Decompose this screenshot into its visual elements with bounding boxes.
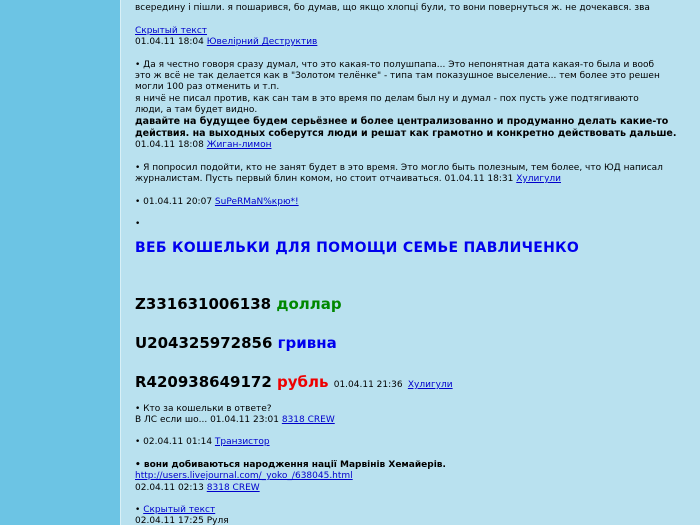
- post-text: • Я попросил подойти, кто не занят будет в это время. Это могло быть полезным, тем более, что ЮД написал: [135, 163, 663, 173]
- post-timestamp: • 01.04.11 20:07: [135, 197, 213, 207]
- post-timestamp: 01.04.11 18:08: [135, 140, 204, 150]
- author-link[interactable]: Ювелірний Деструктив: [206, 37, 318, 47]
- post-text: • Кто за кошельки в ответе?: [135, 404, 272, 414]
- wallet-currency: доллар: [276, 295, 342, 313]
- post-bold-text: • вони добиваються народження нації Марвінів Хемайерів.: [135, 460, 446, 470]
- author-link[interactable]: Жиган-лимон: [206, 140, 272, 150]
- author-link[interactable]: SuPeRMaN%крю*!: [214, 197, 299, 207]
- post-timestamp: 02.04.11 17:25 Руля: [135, 516, 229, 525]
- bullet-marker: •: [135, 219, 141, 229]
- post-text: это ж всё не так делается как в "Золотом телёнке" - типа там показушное выселение... тем более это решен: [135, 71, 660, 81]
- post-text: всередину і пішли. я пошарився, бо думав, що якщо хлопці були, то вони повернуться ж. не дочекався. зва: [135, 3, 650, 13]
- post-timestamp: 01.04.11 18:04: [135, 37, 204, 47]
- wallet-number: R420938649172: [135, 373, 272, 391]
- author-link[interactable]: Хулигули: [407, 380, 453, 390]
- post-text: я ничё не писал против, как сан там в это время по делам был ну и думал - пох пусть уже подтягиваюто: [135, 94, 639, 104]
- post-text: • Да я честно говоря сразу думал, что это какая-то полушпапа... Это непонятная дата какая-то была и вооб: [135, 60, 655, 70]
- author-link[interactable]: 8318 CREW: [206, 483, 260, 493]
- post-text: люди, а там будет видно.: [135, 105, 258, 115]
- post-timestamp: 02.04.11 02:13: [135, 483, 204, 493]
- author-link[interactable]: 8318 CREW: [281, 415, 335, 425]
- post-bold-text: давайте на будущее будем серьёзнее и более централизованно и продуманно делать какие-то: [135, 116, 669, 127]
- left-sidebar-strip: [0, 0, 120, 525]
- wallets-headline: ВЕБ КОШЕЛЬКИ ДЛЯ ПОМОЩИ СЕМЬЕ ПАВЛИЧЕНКО: [135, 240, 580, 256]
- comments-panel: [120, 0, 700, 525]
- wallet-currency: гривна: [277, 334, 337, 352]
- bullet-marker: •: [135, 505, 141, 515]
- post-text: журналистам. Пусть первый блин комом, но стоит отчаиваться. 01.04.11 18:31: [135, 174, 514, 184]
- post-timestamp: 01.04.11 21:36: [333, 380, 403, 390]
- post-timestamp: • 02.04.11 01:14: [135, 437, 213, 447]
- author-link[interactable]: Хулигули: [516, 174, 561, 184]
- post-bold-text: действия. на выходных соберутся люди и решат как грамотно и конкретно действовать дальше.: [135, 128, 677, 139]
- post-text: В ЛС если шо... 01.04.11 23:01: [135, 415, 279, 425]
- hidden-text-link[interactable]: Скрытый текст: [143, 505, 216, 515]
- wallet-currency: рубль: [277, 373, 329, 391]
- hidden-text-link[interactable]: Скрытый текст: [135, 26, 208, 36]
- post-text: могли 100 раз отменить и т.п.: [135, 82, 280, 92]
- wallet-number: Z331631006138: [135, 295, 272, 313]
- wallet-number: U204325972856: [135, 334, 273, 352]
- external-link[interactable]: http://users.livejournal.com/_yoko_/638045.html: [135, 471, 353, 481]
- author-link[interactable]: Транзистор: [214, 437, 270, 447]
